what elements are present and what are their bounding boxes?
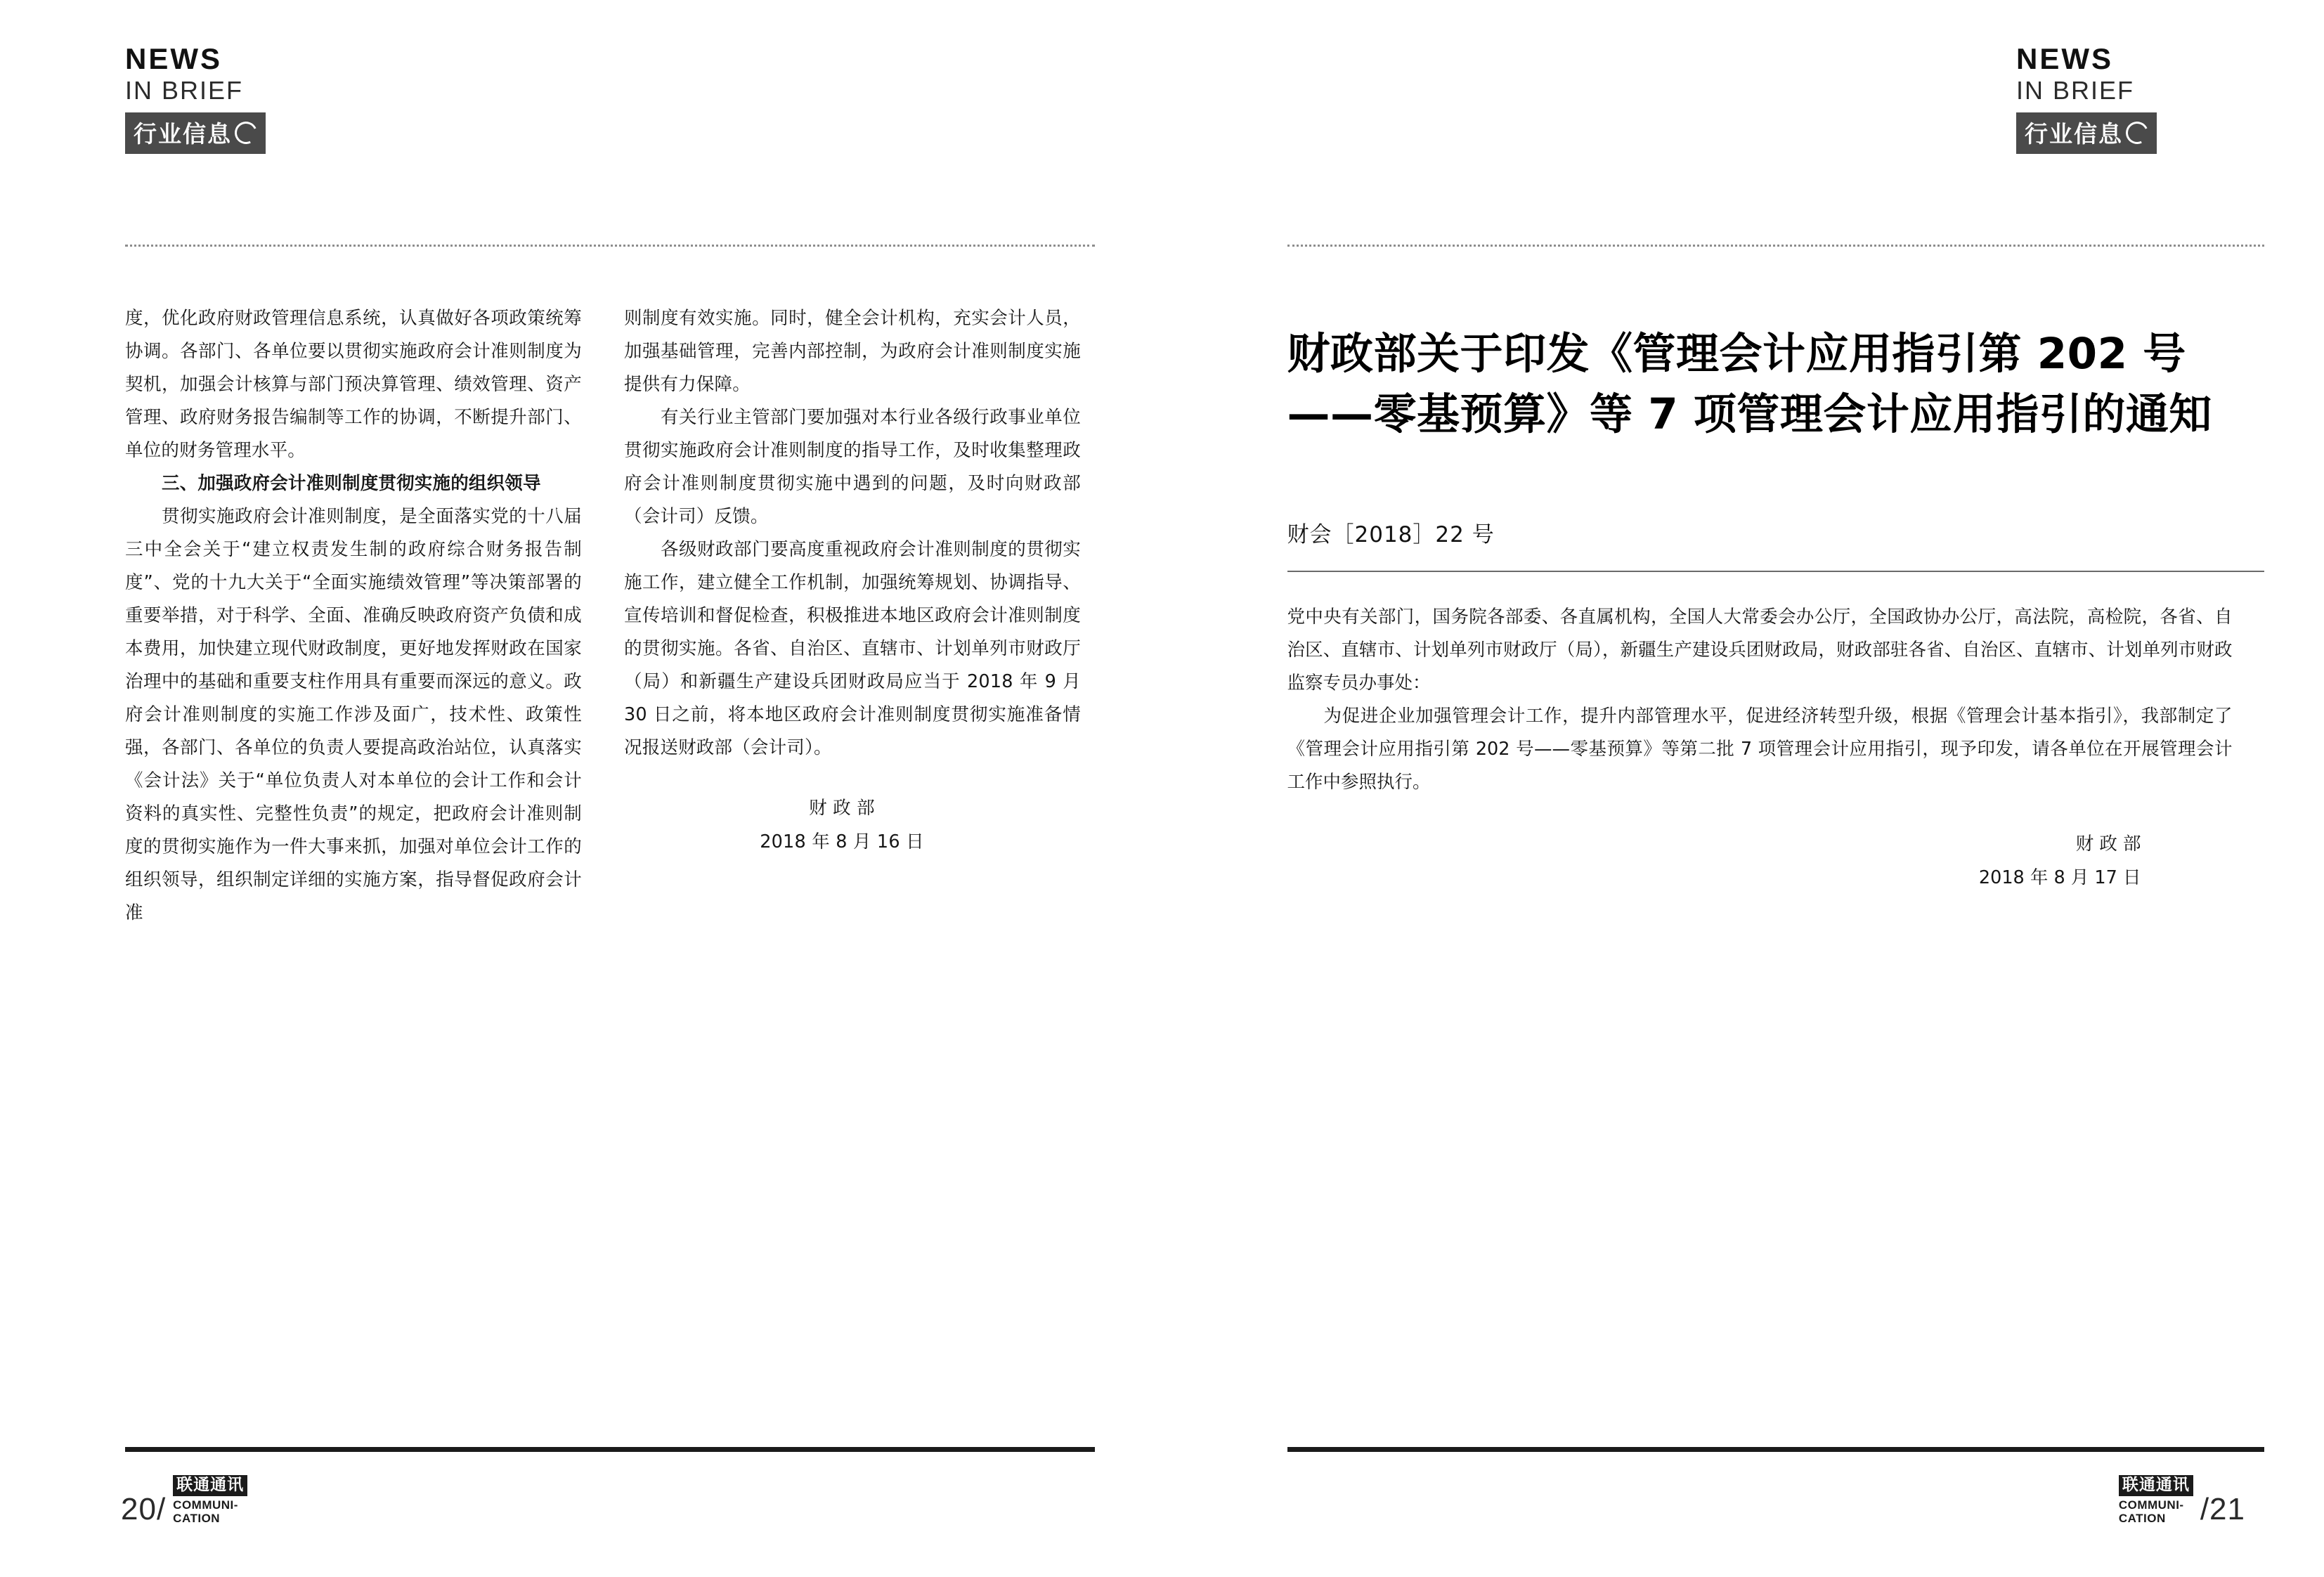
magazine-logo-right [2119, 1475, 2193, 1525]
paragraph: 有关行业主管部门要加强对本行业各级行政事业单位贯彻实施政府会计准则制度的指导工作，及时收集整理政府会计准则制度贯彻实施中遇到的问题，及时向财政部（会计司）反馈。 [624, 407, 1081, 527]
signature-organization: 财 政 部 [2075, 833, 2141, 855]
page-number-left: 20/ [121, 1492, 167, 1526]
logo-english-line1: COMMUNI- [173, 1498, 238, 1512]
left-column-1 [125, 302, 582, 930]
paragraph: 各级财政部门要高度重视政府会计准则制度的贯彻实施工作，建立健全工作机制，加强统筹规划、协调指导、宣传培训和督促检查，积极推进本地区政府会计准则制度的贯彻实施。各省、自治区、直辖市、计划单列市财政厅（局）和新疆生产建设兵团财政局应当于 2018 年 9 月 30 日之前，将本地区政府会计准则制度贯彻实施准备情况报送财政部（会计司）。 [624, 539, 1081, 758]
paragraph: 党中央有关部门，国务院各部委、各直属机构，全国人大常委会办公厅，全国政协办公厅，高法院，高检院，各省、自治区、直辖市、计划单列市财政厅（局），新疆生产建设兵团财政局，财政部驻各省、自治区、直辖市、计划单列市财政监察专员办事处： [1287, 606, 2233, 694]
footer-thick-rule-right [1287, 1447, 2264, 1452]
logo-chinese-text: 联通通讯 [2119, 1475, 2193, 1496]
running-head-news-label: NEWS [125, 42, 222, 75]
signature-block-right [1287, 827, 2233, 895]
section-heading: 三、加强政府会计准则制度贯彻实施的组织领导 [162, 473, 541, 494]
logo-english-line2: CATION [2118, 1512, 2166, 1525]
top-dotted-rule-right [1287, 245, 2264, 247]
running-head-inbrief-label: IN BRIEF [2016, 76, 2135, 105]
page-number-right: /21 [2200, 1492, 2245, 1526]
magazine-logo-left [173, 1475, 247, 1525]
paragraph: 为促进企业加强管理会计工作，提升内部管理水平，促进经济转型升级，根据《管理会计基本指引》，我部制定了《管理会计应用指引第 202 号——零基预算》等第二批 7 项管理会计应用指引，现予印发，请各单位在开展管理会计工作中参照执行。 [1287, 706, 2233, 793]
running-head-left [125, 44, 350, 184]
running-head-badge-text: 行业信息 [134, 120, 232, 148]
article-divider-rule [1287, 571, 2264, 572]
running-head-inbrief-label: IN BRIEF [125, 76, 244, 105]
article-document-number: 财会［2018］22 号 [1287, 522, 1495, 547]
swirl-icon [2122, 118, 2151, 147]
footer-thick-rule-left [125, 1447, 1095, 1452]
swirl-icon [231, 118, 260, 147]
logo-chinese-text: 联通通讯 [173, 1475, 247, 1496]
left-column-2 [624, 302, 1081, 859]
paragraph: 贯彻实施政府会计准则制度，是全面落实党的十八届三中全会关于“建立权责发生制的政府综合财务报告制度”、党的十九大关于“全面实施绩效管理”等决策部署的重要举措，对于科学、全面、准确反映政府资产负债和成本费用，加快建立现代财政制度，更好地发挥财政在国家治理中的基础和重要支柱作用具有重要而深远的意义。政府会计准则制度的实施工作涉及面广，技术性、政策性强，各部门、各单位的负责人要提高政治站位，认真落实《会计法》关于“单位负责人对本单位的会计工作和会计资料的真实性、完整性负责”的规定，把政府会计准则制度的贯彻实施作为一件大事来抓，加强对单位会计工作的组织领导，组织制定详细的实施方案，指导督促政府会计准 [125, 506, 582, 923]
folio-right [2119, 1475, 2245, 1525]
logo-english-line1: COMMUNI- [2118, 1498, 2184, 1512]
top-dotted-rule-left [125, 245, 1095, 247]
article-body [1287, 601, 2233, 895]
signature-date: 2018 年 8 月 17 日 [1978, 867, 2141, 888]
signature-date: 2018 年 8 月 16 日 [760, 831, 924, 852]
running-head-badge-text: 行业信息 [2025, 120, 2123, 148]
signature-organization: 财 政 部 [809, 798, 875, 819]
logo-english-line2: CATION [173, 1512, 221, 1525]
running-head-badge-left [125, 112, 266, 154]
paragraph: 则制度有效实施。同时，健全会计机构，充实会计人员，加强基础管理，完善内部控制，为政府会计准则制度实施提供有力保障。 [624, 308, 1081, 395]
folio-left [121, 1475, 247, 1525]
running-head-right [2016, 44, 2241, 184]
right-page [1162, 0, 2324, 1577]
running-head-badge-right [2016, 112, 2157, 154]
running-head-news-label: NEWS [2016, 42, 2113, 75]
signature-block-left [624, 791, 1081, 859]
article-title: 财政部关于印发《管理会计应用指引第 202 号——零基预算》等 7 项管理会计应用指引的通知 [1287, 328, 2212, 439]
paragraph: 度，优化政府财政管理信息系统，认真做好各项政策统筹协调。各部门、各单位要以贯彻实施政府会计准则制度为契机，加强会计核算与部门预决算管理、绩效管理、资产管理、政府财务报告编制等工作的协调，不断提升部门、单位的财务管理水平。 [125, 308, 582, 461]
